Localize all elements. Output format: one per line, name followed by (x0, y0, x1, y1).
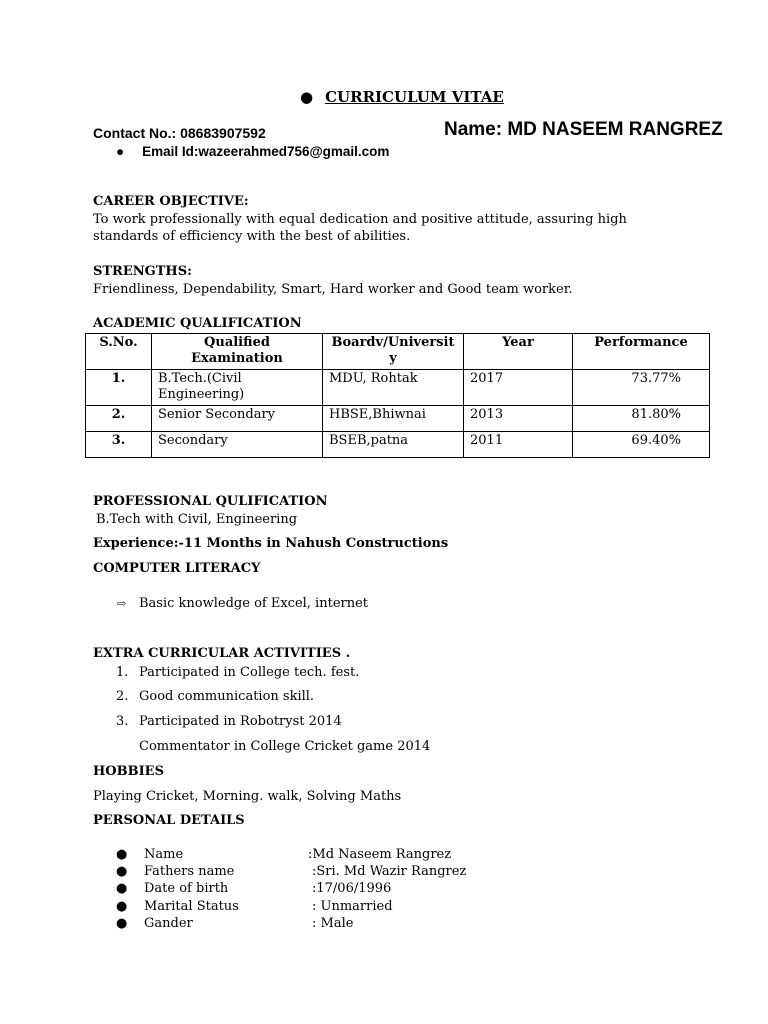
list-number: 3. (116, 714, 129, 729)
cell-year: 2011 (464, 432, 573, 458)
strengths-heading: STRENGTHS: (93, 264, 192, 279)
extra-curricular-heading: EXTRA CURRICULAR ACTIVITIES . (93, 646, 351, 661)
cell-sno: 1. (86, 370, 152, 406)
title-bullet: ● (300, 88, 314, 106)
personal-row-name (116, 847, 516, 865)
academic-table (85, 333, 710, 458)
candidate-name: Name: MD NASEEM RANGREZ (444, 119, 723, 140)
career-objective-heading: CAREER OBJECTIVE: (93, 194, 249, 209)
experience-line: Experience:-11 Months in Nahush Constructions (93, 536, 449, 551)
table-row (86, 432, 710, 458)
table-header-row (86, 334, 710, 370)
col-board: Boardv/Universit y (323, 334, 464, 370)
personal-label: Gander (144, 916, 193, 931)
bullet-icon: ● (116, 847, 128, 862)
list-text: Participated in Robotryst 2014 (139, 714, 342, 729)
cell-year: 2013 (464, 406, 573, 432)
list-item (116, 714, 342, 729)
cell-exam: Senior Secondary (152, 406, 323, 432)
career-objective-line-2: standards of efficiency with the best of abilities. (93, 229, 411, 244)
personal-label: Date of birth (144, 881, 229, 896)
personal-label: Marital Status (144, 899, 239, 914)
document-title (300, 88, 504, 106)
title-text: CURRICULUM VITAE (325, 88, 504, 106)
strengths-text: Friendliness, Dependability, Smart, Hard worker and Good team worker. (93, 282, 573, 297)
computer-literacy-text: Basic knowledge of Excel, internet (139, 596, 369, 611)
personal-row-marital (116, 899, 516, 917)
cell-sno: 3. (86, 432, 152, 458)
table-row (86, 370, 710, 406)
cell-performance: 81.80% (573, 406, 710, 432)
contact-number: Contact No.: 08683907592 (93, 125, 266, 141)
cell-performance: 73.77% (573, 370, 710, 406)
col-sno: S.No. (86, 334, 152, 370)
col-exam: Qualified Examination (152, 334, 323, 370)
list-text: Good communication skill. (139, 689, 315, 704)
computer-literacy-item (117, 596, 368, 611)
arrow-icon: ⇨ (117, 597, 127, 610)
hobbies-text: Playing Cricket, Morning. walk, Solving Maths (93, 789, 402, 804)
email-bullet: ● (116, 144, 125, 159)
col-year: Year (464, 334, 573, 370)
personal-label: Fathers name (144, 864, 235, 879)
personal-row-father (116, 864, 516, 882)
personal-value: : Unmarried (312, 899, 393, 914)
personal-value: :17/06/1996 (312, 881, 392, 896)
table-row (86, 406, 710, 432)
career-objective-line-1: To work professionally with equal dedication and positive attitude, assuring high (93, 212, 627, 227)
academic-heading: ACADEMIC QUALIFICATION (93, 316, 302, 331)
cell-board: HBSE,Bhiwnai (323, 406, 464, 432)
list-item (116, 689, 314, 704)
bullet-icon: ● (116, 864, 128, 879)
cell-board: MDU, Rohtak (323, 370, 464, 406)
list-item (116, 665, 359, 680)
computer-literacy-heading: COMPUTER LITERACY (93, 561, 261, 576)
list-number: 1. (116, 665, 129, 680)
personal-label: Name (144, 847, 184, 862)
email-address: Email Id:wazeerahmed756@gmail.com (142, 144, 390, 159)
cell-year: 2017 (464, 370, 573, 406)
professional-text: B.Tech with Civil, Engineering (96, 512, 298, 527)
cell-performance: 69.40% (573, 432, 710, 458)
list-text: Participated in College tech. fest. (139, 665, 360, 680)
personal-details-heading: PERSONAL DETAILS (93, 813, 245, 828)
col-performance: Performance (573, 334, 710, 370)
list-number: 2. (116, 689, 129, 704)
bullet-icon: ● (116, 916, 128, 931)
bullet-icon: ● (116, 899, 128, 914)
cell-board: BSEB,patna (323, 432, 464, 458)
personal-row-dob (116, 881, 516, 899)
personal-row-gender (116, 916, 516, 934)
hobbies-heading: HOBBIES (93, 764, 164, 779)
personal-value: :Md Naseem Rangrez (308, 847, 452, 862)
cell-sno: 2. (86, 406, 152, 432)
personal-value: :Sri. Md Wazir Rangrez (312, 864, 467, 879)
personal-value: : Male (312, 916, 354, 931)
cell-exam: B.Tech.(Civil Engineering) (152, 370, 323, 406)
professional-heading: PROFESSIONAL QULIFICATION (93, 494, 328, 509)
extra-commentator-line: Commentator in College Cricket game 2014 (139, 739, 431, 754)
cell-exam: Secondary (152, 432, 323, 458)
email-line (116, 144, 389, 159)
bullet-icon: ● (116, 881, 128, 896)
